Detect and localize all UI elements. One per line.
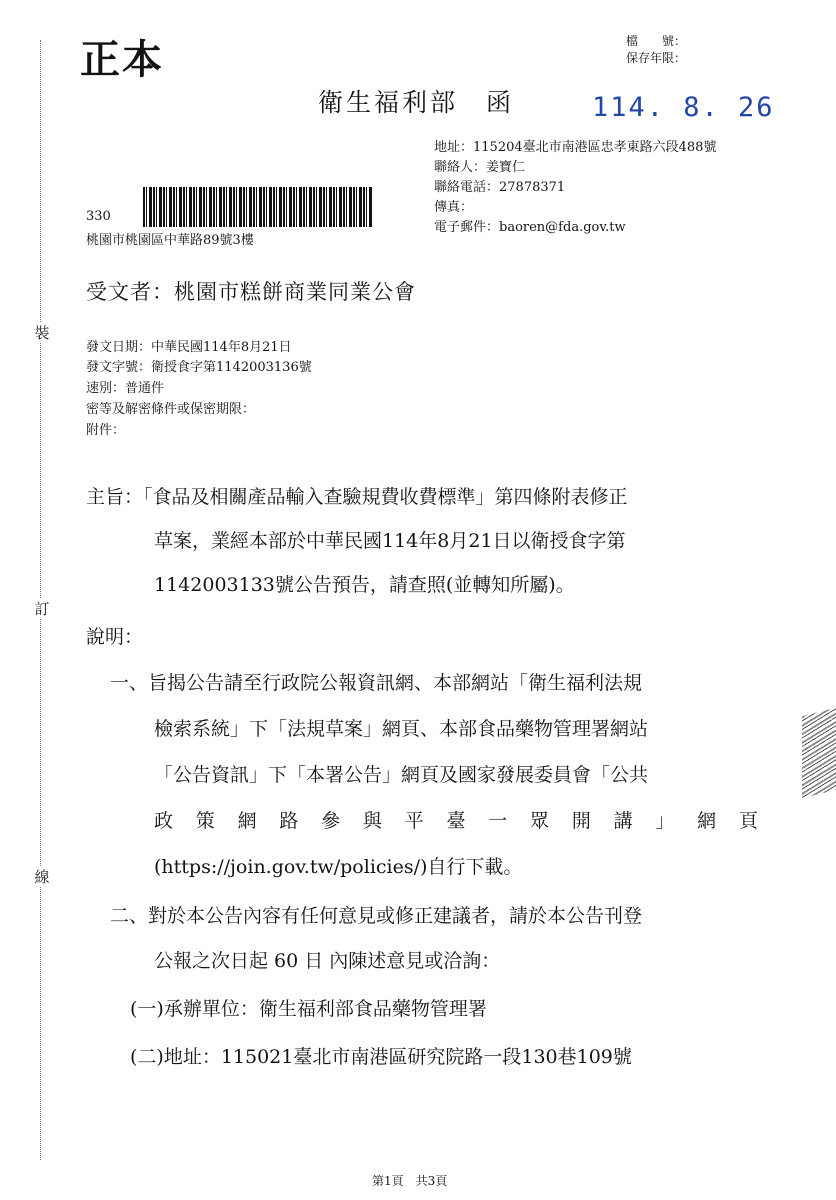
item1-line-4-char: 眾: [530, 810, 550, 832]
item1-line-4-char: 開: [571, 810, 591, 832]
item1-line-4-char: 頁: [738, 810, 758, 832]
item1-line-4-char: 路: [279, 810, 299, 832]
mailing-address: 桃園市桃園區中華路89號3樓: [86, 233, 254, 248]
binding-mark-zhuang: 裝: [32, 322, 52, 343]
item1-line-1: 一、旨揭公告請至行政院公報資訊網、本部網站「衛生福利法規: [110, 672, 643, 694]
item1-line-4-char: 網: [697, 810, 717, 832]
subject-line-2: 草案，業經本部於中華民國114年8月21日以衛授食字第: [154, 530, 626, 552]
contact-fax: 傳真：: [434, 200, 474, 215]
subject-line-1: 主旨：「食品及相關產品輸入查驗規費收費標準」第四條附表修正: [86, 486, 628, 508]
item1-line-4-char: 臺: [446, 810, 466, 832]
item1-line-4-char: 與: [362, 810, 382, 832]
attachment: 附件：: [86, 423, 126, 438]
item1-line-4-char: 網: [237, 810, 257, 832]
item2-sub-1: (一)承辦單位：衛生福利部食品藥物管理署: [130, 998, 487, 1020]
item1-line-4-char: 參: [321, 810, 341, 832]
sender-address: 地址：115204臺北市南港區忠孝東路六段488號: [434, 140, 717, 155]
item1-line-2: 檢索系統」下「法規草案」網頁、本部食品藥物管理署網站: [154, 718, 649, 740]
retention-period-label: 保存年限：: [626, 51, 687, 65]
item1-line-4-char: 」: [655, 810, 675, 832]
item2-line-2: 公報之次日起 60 日 內陳述意見或洽詢：: [154, 950, 501, 972]
item1-line-4-char: 一: [488, 810, 508, 832]
issue-date: 發文日期：中華民國114年8月21日: [86, 340, 292, 355]
explanation-heading: 說明：: [86, 626, 144, 648]
item1-line-3: 「公告資訊」下「本署公告」網頁及國家發展委員會「公共: [154, 764, 649, 786]
item2-line-1: 二、對於本公告內容有任何意見或修正建議者，請於本公告刊登: [110, 905, 643, 927]
item1-line-4-char: 策: [195, 810, 215, 832]
item2-sub-2: (二)地址：115021臺北市南港區研究院路一段130巷109號: [130, 1046, 632, 1068]
item1-line-4: [154, 806, 758, 833]
item1-line-4-char: 平: [404, 810, 424, 832]
item1-line-4-char: 講: [613, 810, 633, 832]
binding-mark-ding: 訂: [32, 598, 52, 619]
postal-barcode: [143, 187, 373, 227]
page-footer: 第1頁 共3頁: [372, 1174, 448, 1188]
received-date-stamp: 114. 8. 26: [592, 92, 775, 123]
original-copy-stamp: 正本: [80, 36, 164, 83]
postal-code: 330: [86, 209, 111, 224]
binding-mark-xian: 線: [32, 866, 52, 887]
archive-number-label: 檔 號：: [626, 34, 687, 48]
contact-email: 電子郵件：baoren@fda.gov.tw: [434, 220, 626, 235]
document-number: 發文字號：衛授食字第1142003136號: [86, 360, 312, 375]
subject-line-3: 1142003133號公告預告，請查照(並轉知所屬)。: [154, 574, 575, 596]
contact-person: 聯絡人：姜寶仁: [434, 160, 526, 175]
secrecy-level: 密等及解密條件或保密期限：: [86, 402, 256, 417]
item1-line-5: (https://join.gov.tw/policies/)自行下載。: [154, 856, 523, 878]
delivery-speed: 速別：普通件: [86, 381, 165, 396]
recipient: 受文者：桃園市糕餅商業同業公會: [86, 280, 416, 304]
agency-title: 衛生福利部 函: [318, 88, 515, 117]
contact-phone: 聯絡電話：27878371: [434, 180, 566, 195]
item1-line-4-char: 政: [154, 810, 174, 832]
scan-edge-mark: [802, 708, 836, 798]
